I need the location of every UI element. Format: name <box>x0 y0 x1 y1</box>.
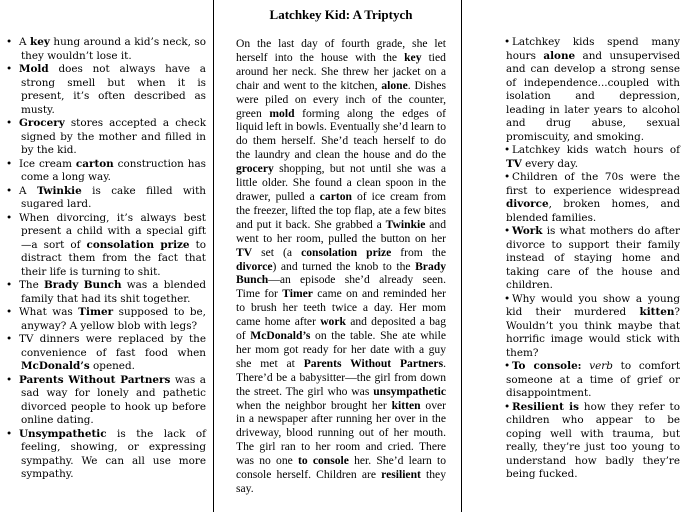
right-item-tv: • Latchkey kids watch hours of TV every day. <box>498 144 680 171</box>
right-item-divorce: • Children of the 70s were the first to experience widespread divorce, broken homes, and blended families. <box>498 171 680 225</box>
left-item-twinkie: • A Twinkie is cake filled with sugared lard. <box>8 185 206 212</box>
left-glossary-list <box>8 36 206 482</box>
left-column <box>0 0 213 512</box>
right-item-alone: • Latchkey kids spend many hours alone and unsupervised and can develop a strong sense of independence...coupled with isolation and depression, leading in later years to alcohol and drug abuse, sexual promiscuity, and smoking. <box>498 36 680 144</box>
left-item-timer: • What was Timer supposed to be, anyway? A yellow blob with legs? <box>8 306 206 333</box>
left-item-unsympathetic: • Unsympathetic is the lack of feeling, showing, or expressing sympathy. We can all use more sympathy. <box>8 428 206 482</box>
page-title: Latchkey Kid: A Triptych <box>269 7 413 22</box>
center-column <box>214 0 461 512</box>
left-item-grocery: • Grocery stores accepted a check signed by the mother and filled in by the kid. <box>8 117 206 158</box>
right-item-resilient: • Resilient is how they refer to children who appear to be coping well with trauma, but really, they’re just too young to understand how badly they’re being fucked. <box>498 401 680 482</box>
right-commentary-list <box>498 36 680 482</box>
right-column <box>462 0 694 512</box>
left-item-parents-without-partners: • Parents Without Partners was a sad way for lonely and pathetic divorced people to hook up before online dating. <box>8 374 206 428</box>
left-item-consolation-prize: • When divorcing, it’s always best present a child with a special gift—a sort of consolation prize to distract them from the fact that their life is turning to shit. <box>8 212 206 280</box>
left-item-mold: • Mold does not always have a strong smell but when it is present, it’s often described as musty. <box>8 63 206 117</box>
right-item-kitten: • Why would you show a young kid their murdered kitten? Wouldn’t you think maybe that horrific image would stick with them? <box>498 293 680 361</box>
story-paragraph: On the last day of fourth grade, she let herself into the house with the key tied around her neck. She threw her jacket on a chair and went to the kitchen, alone. Dishes were piled on every inch of the counter, green mold forming along the edges of liquid left in bowls. Eventually she’d learn to do them herself. She’d teach herself to do the laundry and clean the house and do the grocery shopping, but not until she was a little older. She found a clean spoon in the drawer, pulled a carton of ice cream from the freezer, lifted the top flap, ate a few bites and put it back. She grabbed a Twinkie and went to her room, pulled the button on her TV set (a consolation prize from the divorce) and turned the knob to the Brady Bunch—an episode she’d already seen. Time for Timer came on and reminded her to brush her teeth twice a day. Her mom came home after work and deposited a bag of McDonald’s on the table. She ate while her mom got ready for her date with a guy she met at Parents Without Partners. There’d be a babysitter—the girl from down the street. The girl who was unsympathetic when the neighbor brought her kitten over in a newspaper after running her over in the driveway, blood running out of her mouth. The girl ran to her room and cried. There was no one to console her. She’d learn to console herself. Children are resilient they say. <box>236 37 447 495</box>
left-item-brady-bunch: • The Brady Bunch was a blended family that had its shit together. <box>8 279 206 306</box>
right-item-work: • Work is what mothers do after divorce to support their family instead of staying home and taking care of the house and children. <box>498 225 680 293</box>
left-item-carton: • Ice cream carton construction has come a long way. <box>8 158 206 185</box>
right-item-to-console: • To console: verb to comfort someone at a time of grief or disappointment. <box>498 360 680 401</box>
left-item-key: • A key hung around a kid’s neck, so they wouldn’t lose it. <box>8 36 206 63</box>
left-item-mcdonalds: • TV dinners were replaced by the convenience of fast food when McDonald’s opened. <box>8 333 206 374</box>
